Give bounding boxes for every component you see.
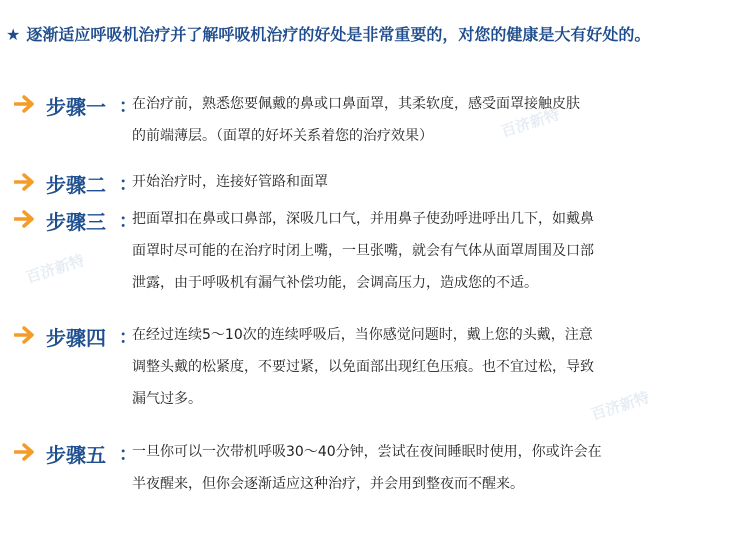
headline-text: 逐渐适应呼吸机治疗并了解呼吸机治疗的好处是非常重要的，对您的健康是大有好处的。 <box>26 25 651 44</box>
step-line: 一旦你可以一次带机呼吸30～40分钟，尝试在夜间睡眠时使用，你或许会在 <box>132 444 602 460</box>
watermark-logo: 百济新特 <box>498 105 562 141</box>
step-line: 调整头戴的松紧度，不要过紧，以免面部出现红色压痕。也不宜过松，导致 <box>132 359 594 375</box>
step-text <box>132 88 732 152</box>
step-line: 把面罩扣在鼻或口鼻部，深吸几口气，并用鼻子使劲呼进呼出几下，如戴鼻 <box>132 211 594 227</box>
step-line: 开始治疗时，连接好管路和面罩 <box>132 174 328 190</box>
step-label: 步骤五 <box>46 443 106 467</box>
step-label: 步骤四 <box>46 326 106 350</box>
step-line: 漏气过多。 <box>132 391 202 407</box>
headline <box>6 22 750 45</box>
arrow-right-icon <box>14 94 36 114</box>
arrow-right-icon <box>14 209 36 229</box>
step-line: 的前端薄层。（面罩的好坏关系着您的治疗效果） <box>132 128 433 144</box>
watermark-logo: 百济新特 <box>23 251 87 287</box>
step-colon: ： <box>119 327 137 348</box>
step-colon: ： <box>119 174 137 195</box>
step-line: 在治疗前，熟悉您要佩戴的鼻或口鼻面罩，其柔软度，感受面罩接触皮肤 <box>132 96 580 112</box>
step-colon: ： <box>119 444 137 465</box>
step-line: 泄露，由于呼吸机有漏气补偿功能，会调高压力，造成您的不适。 <box>132 275 538 291</box>
step-line: 在经过连续5～10次的连续呼吸后，当你感觉问题时，戴上您的头戴，注意 <box>132 327 593 343</box>
step-colon: ： <box>119 96 137 117</box>
step-text <box>132 436 732 500</box>
step-colon: ： <box>119 211 137 232</box>
watermark-logo: 百济新特 <box>588 388 652 424</box>
step-line: 面罩时尽可能的在治疗时闭上嘴，一旦张嘴，就会有气体从面罩周围及口部 <box>132 243 594 259</box>
step-text <box>132 166 732 198</box>
step-line: 半夜醒来，但你会逐渐适应这种治疗，并会用到整夜而不醒来。 <box>132 476 524 492</box>
step-text <box>132 203 732 299</box>
step-label: 步骤二 <box>46 173 106 197</box>
arrow-right-icon <box>14 325 36 345</box>
step-text <box>132 319 732 415</box>
step-label: 步骤一 <box>46 95 106 119</box>
star-icon: ★ <box>6 25 21 44</box>
arrow-right-icon <box>14 442 36 462</box>
step-label: 步骤三 <box>46 210 106 234</box>
arrow-right-icon <box>14 172 36 192</box>
